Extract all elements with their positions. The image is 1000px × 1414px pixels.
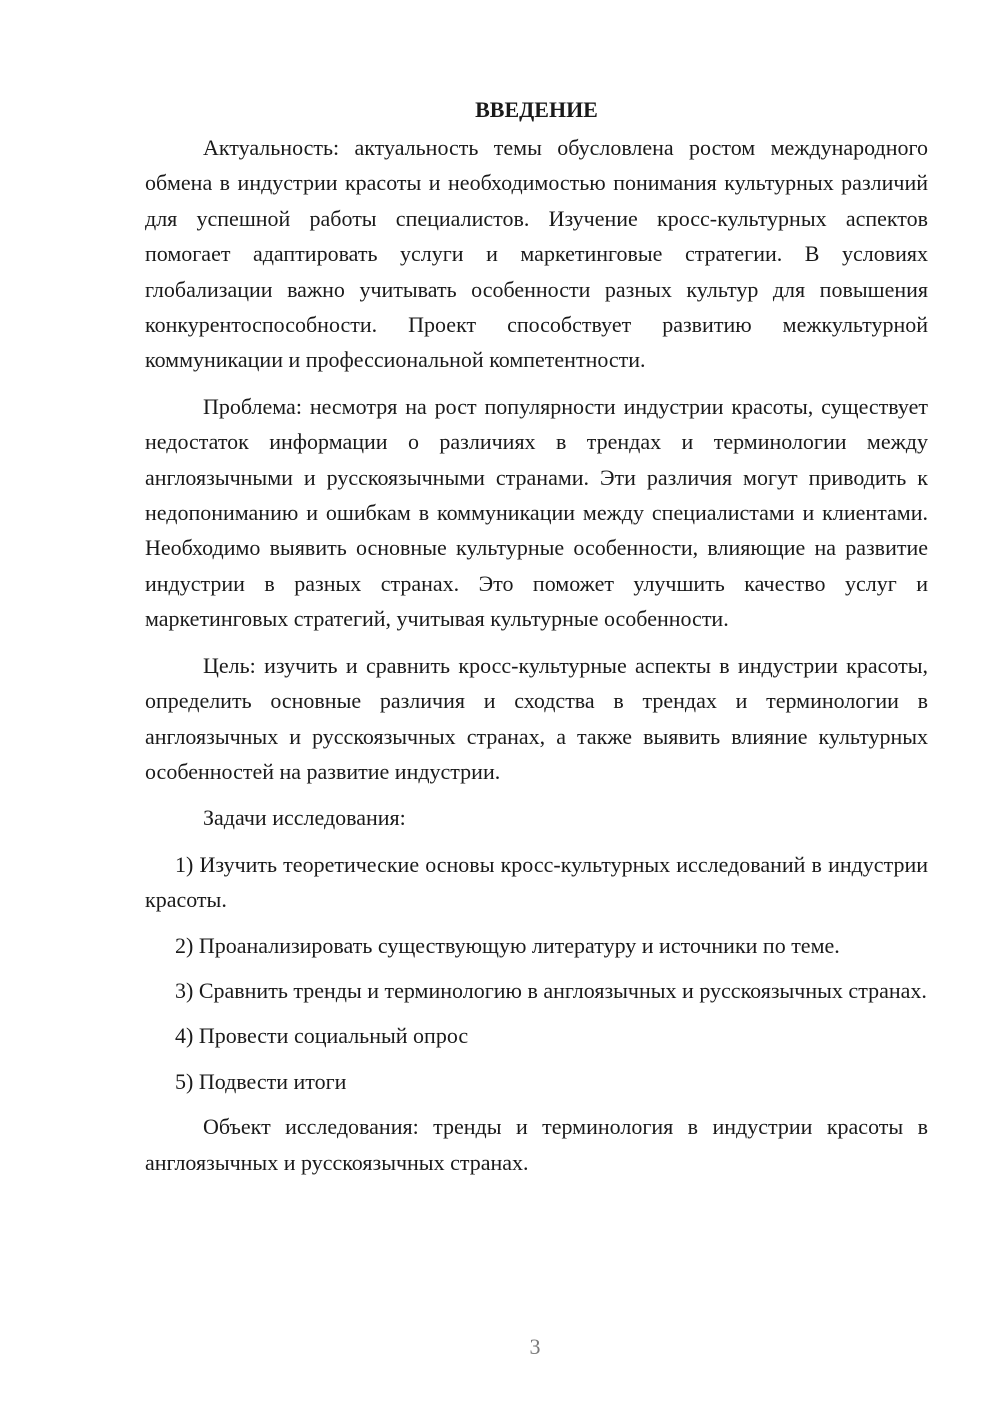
document-page [145, 92, 928, 1191]
goal-paragraph: Цель: изучить и сравнить кросс-культурные аспекты в индустрии красоты, определить основные различия и сходства в трендах и терминологии в англоязычных и русскоязычных странах, а также выявить влияние культурных особенностей на развитие индустрии. [145, 652, 928, 784]
task-item-1: 1) Изучить теоретические основы кросс-культурных исследований в индустрии красоты. [145, 851, 928, 913]
task-item-4: 4) Провести социальный опрос [175, 1023, 469, 1049]
section-heading: ВВЕДЕНИЕ [475, 97, 598, 122]
task-item-5: 5) Подвести итоги [175, 1068, 347, 1094]
relevance-paragraph: Актуальность: актуальность темы обусловлена ростом международного обмена в индустрии красоты и необходимостью понимания культурных различий для успешной работы специалистов. Изучение кросс-культурных аспектов помогает адаптировать услуги и маркетинговые стратегии. В условиях глобализации важно учитывать особенности разных культур для повышения конкурентоспособности. Проект способствует развитию межкультурной коммуникации и профессиональной компетентности. [145, 135, 928, 373]
task-item-2: 2) Проанализировать существующую литературу и источники по теме. [175, 932, 840, 958]
page-number: 3 [529, 1334, 541, 1359]
object-paragraph: Объект исследования: тренды и терминология в индустрии красоты в англоязычных и русскоязычных странах. [145, 1114, 928, 1175]
task-item-3: 3) Сравнить тренды и терминологию в англоязычных и русскоязычных странах. [175, 977, 927, 1003]
problem-paragraph: Проблема: несмотря на рост популярности индустрии красоты, существует недостаток информации о различиях в трендах и терминологии между англоязычными и русскоязычными странами. Эти различия могут приводить к недопониманию и ошибкам в коммуникации между специалистами и клиентами. Необходимо выявить основные культурные особенности, влияющие на развитие индустрии в разных странах. Это поможет улучшить качество услуг и маркетинговых стратегий, учитывая культурные особенности. [145, 393, 928, 632]
tasks-heading: Задачи исследования: [203, 805, 406, 831]
